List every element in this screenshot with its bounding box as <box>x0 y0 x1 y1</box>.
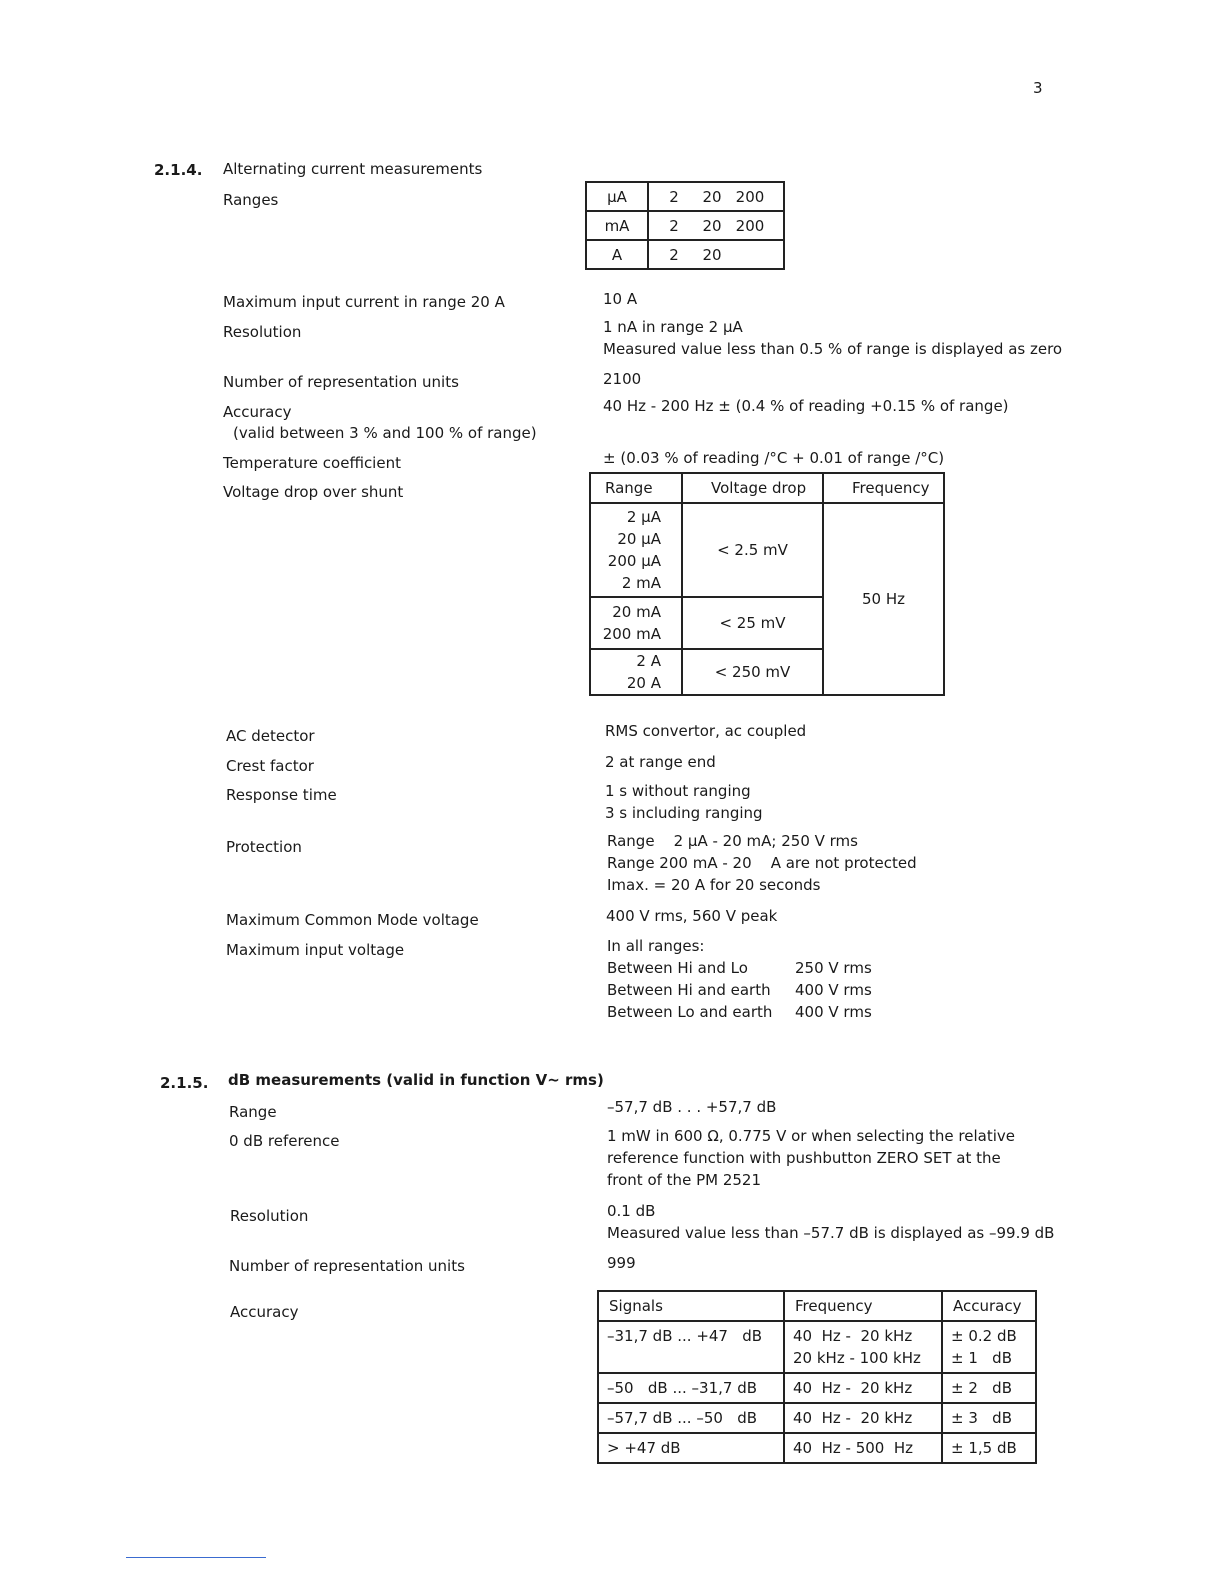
ac-detector-label: AC detector <box>226 727 315 745</box>
units-value: 2100 <box>603 370 642 388</box>
tempco-value: ± (0.03 % of reading /°C + 0.01 of range /°C) <box>603 449 945 467</box>
db-range-value: –57,7 dB . . . +57,7 dB <box>607 1098 777 1116</box>
freq-cell: 40 Hz - 20 kHz <box>784 1403 942 1433</box>
tempco-label: Temperature coefficient <box>223 454 401 472</box>
db-range-label: Range <box>229 1103 277 1121</box>
signal-cell: > +47 dB <box>598 1433 784 1463</box>
table-row <box>586 182 784 211</box>
section-title: dB measurements (valid in function V~ rms) <box>228 1071 604 1089</box>
header-voltage-drop: Voltage drop <box>682 473 823 503</box>
acc-cell: ± 1,5 dB <box>942 1433 1036 1463</box>
drop-cell: < 25 mV <box>682 597 823 649</box>
signal-cell: –57,7 dB ... –50 dB <box>598 1403 784 1433</box>
db-units-value: 999 <box>607 1254 636 1272</box>
db-resolution-label: Resolution <box>230 1207 309 1225</box>
header-range: Range <box>590 473 682 503</box>
header-signals: Signals <box>598 1291 784 1321</box>
ranges-label: Ranges <box>223 191 279 209</box>
units-label: Number of representation units <box>223 373 459 391</box>
freq-cell: 40 Hz - 20 kHz <box>784 1373 942 1403</box>
header-frequency: Frequency <box>784 1291 942 1321</box>
db-resolution-value: 0.1 dB Measured value less than –57.7 dB is displayed as –99.9 dB <box>607 1202 1055 1242</box>
footer-rule <box>126 1557 266 1558</box>
miv-intro: In all ranges: <box>607 937 705 955</box>
unit-cell: mA <box>586 211 648 240</box>
table-row <box>586 211 784 240</box>
values-cell: 2 20 200 <box>648 182 784 211</box>
table-row <box>586 240 784 269</box>
signal-cell: –31,7 dB ... +47 dB <box>598 1321 784 1373</box>
resolution-value: 1 nA in range 2 μA Measured value less than 0.5 % of range is displayed as zero <box>603 318 1063 358</box>
vdrop-label: Voltage drop over shunt <box>223 483 404 501</box>
signal-cell: –50 dB ... –31,7 dB <box>598 1373 784 1403</box>
max-input-label: Maximum input current in range 20 A <box>223 293 505 311</box>
db-units-label: Number of representation units <box>229 1257 465 1275</box>
acc-cell: ± 3 dB <box>942 1403 1036 1433</box>
miv-value <box>607 935 872 1023</box>
miv-table: Between Hi and Lo 250 V rms Between Hi and earth 400 V rms Between Lo and earth 400 V rms <box>607 959 872 1021</box>
drop-cell: < 250 mV <box>682 649 823 695</box>
table-header-row <box>590 473 944 503</box>
header-accuracy: Accuracy <box>942 1291 1036 1321</box>
table-row <box>598 1433 1036 1463</box>
accuracy-label: Accuracy <box>223 403 292 421</box>
unit-cell: A <box>586 240 648 269</box>
resolution-label: Resolution <box>223 323 302 341</box>
miv-label: Maximum input voltage <box>226 941 405 959</box>
freq-cell: 40 Hz - 20 kHz 20 kHz - 100 kHz <box>784 1321 942 1373</box>
db-ref-label: 0 dB reference <box>229 1132 340 1150</box>
accuracy-value: 40 Hz - 200 Hz ± (0.4 % of reading +0.15 % of range) <box>603 397 1009 415</box>
db-accuracy-table <box>597 1290 1037 1464</box>
ranges-table <box>585 181 785 270</box>
db-accuracy-label: Accuracy <box>230 1303 299 1321</box>
crest-label: Crest factor <box>226 757 314 775</box>
table-row <box>598 1321 1036 1373</box>
protection-label: Protection <box>226 838 302 856</box>
table-row <box>598 1373 1036 1403</box>
values-cell: 2 20 <box>648 240 784 269</box>
acc-cell: ± 0.2 dB ± 1 dB <box>942 1321 1036 1373</box>
page-number: 3 <box>1033 79 1043 97</box>
frequency-cell: 50 Hz <box>823 503 944 695</box>
section-number: 2.1.5. <box>160 1074 209 1092</box>
range-cell: 2 A 20 A <box>590 649 682 695</box>
protection-value: Range 2 μA - 20 mA; 250 V rms Range 200 mA - 20 A are not protected Imax. = 20 A for 20 seconds <box>607 832 917 894</box>
header-frequency: Frequency <box>823 473 944 503</box>
response-label: Response time <box>226 786 337 804</box>
table-row <box>590 503 944 597</box>
unit-cell: μA <box>586 182 648 211</box>
crest-value: 2 at range end <box>605 753 716 771</box>
accuracy-sublabel: (valid between 3 % and 100 % of range) <box>233 424 537 442</box>
section-title: Alternating current measurements <box>223 160 483 178</box>
max-input-value: 10 A <box>603 290 638 308</box>
section-number: 2.1.4. <box>154 161 203 179</box>
range-cell: 2 μA 20 μA 200 μA 2 mA <box>590 503 682 597</box>
freq-cell: 40 Hz - 500 Hz <box>784 1433 942 1463</box>
range-cell: 20 mA 200 mA <box>590 597 682 649</box>
db-ref-value: 1 mW in 600 Ω, 0.775 V or when selecting the relative reference function with pushbutton ZERO SET at the front of the PM 2521 <box>607 1127 1015 1189</box>
values-cell: 2 20 200 <box>648 211 784 240</box>
table-header-row <box>598 1291 1036 1321</box>
ac-detector-value: RMS convertor, ac coupled <box>605 722 807 740</box>
acc-cell: ± 2 dB <box>942 1373 1036 1403</box>
voltage-drop-table <box>589 472 945 696</box>
drop-cell: < 2.5 mV <box>682 503 823 597</box>
table-row <box>598 1403 1036 1433</box>
cmv-label: Maximum Common Mode voltage <box>226 911 479 929</box>
response-value: 1 s without ranging 3 s including ranging <box>605 782 763 822</box>
cmv-value: 400 V rms, 560 V peak <box>606 907 778 925</box>
